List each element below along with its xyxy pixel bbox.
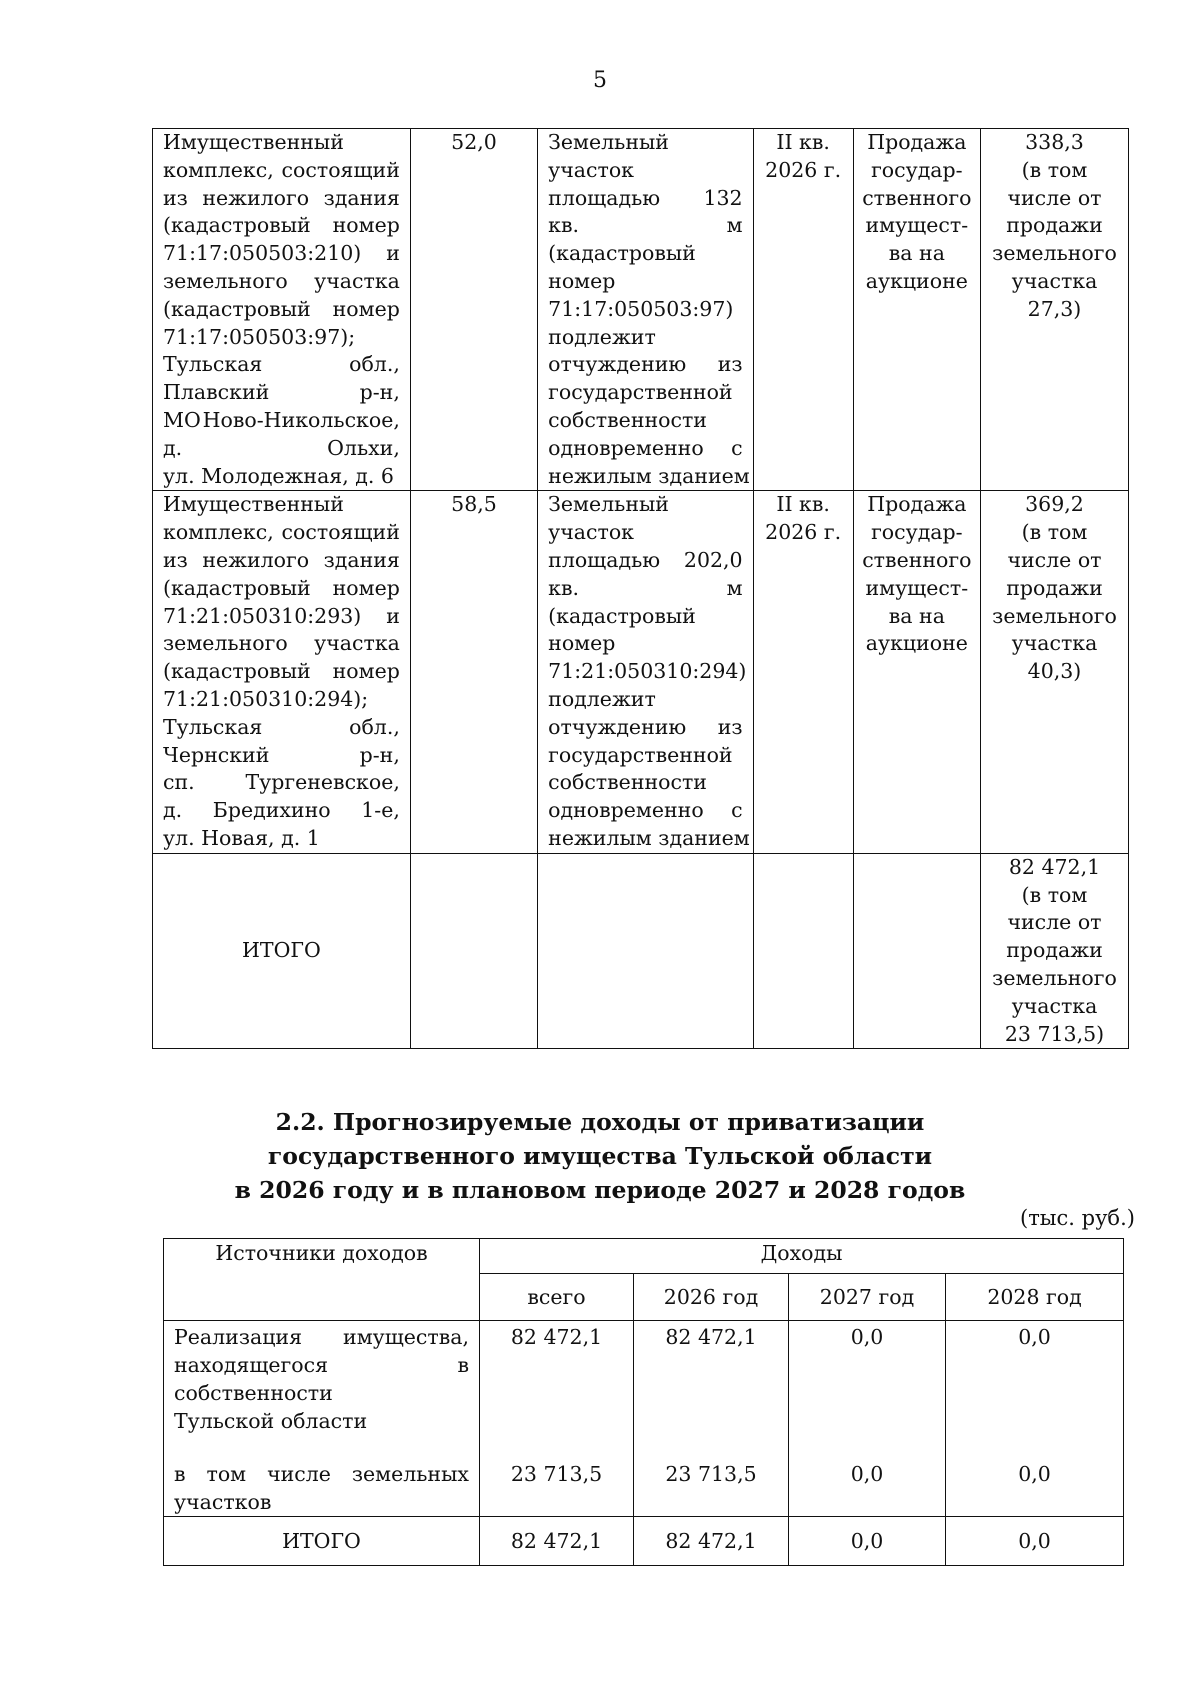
expected-income (980, 129, 1128, 491)
empty-cell (538, 853, 753, 1049)
text-line: 71:21:050310:294) (548, 659, 747, 684)
text-line: 23 713,5) (1004, 1021, 1105, 1046)
text-line: номер (548, 631, 616, 656)
column-header-total: всего (480, 1274, 634, 1321)
text-line: (кадастровый номер (163, 659, 400, 684)
text-line: Земельный (548, 130, 669, 154)
text-line: Тульская обл., (163, 352, 400, 377)
text-line: числе от (1007, 547, 1102, 572)
total-label: ИТОГО (153, 853, 411, 1049)
text-line: 82 472,1 (1008, 854, 1101, 879)
title-line: 2.2. Прогнозируемые доходы от приватизации (275, 1108, 925, 1136)
text-line: нежилым зданием (548, 463, 750, 488)
income-total-2026: 82 472,1 (634, 1517, 789, 1566)
table-row (153, 129, 1129, 491)
text-line: Тульской области (174, 1409, 368, 1433)
text-line: участок (548, 157, 634, 182)
header-sources: Источники доходов (164, 1239, 480, 1321)
text-line: ул. Новая, д. 1 (163, 825, 320, 850)
text-line: Чернский р-н, (163, 742, 400, 767)
text-line: сп. Тургеневское, (163, 770, 400, 795)
income-total-cell (480, 1321, 634, 1517)
text-line: (кадастровый номер (163, 575, 400, 600)
income-2028-cell (946, 1321, 1124, 1517)
text-line: 2026 г. (765, 520, 842, 545)
text-line: участков (174, 1490, 272, 1514)
object-description (153, 491, 411, 853)
table-row (153, 491, 1129, 853)
income-source (164, 1321, 480, 1517)
title-line: государственного имущества Тульской области (267, 1142, 933, 1170)
text-line: числе от (1007, 910, 1102, 935)
text-line: Продажа (867, 130, 967, 154)
text-line: комплекс, состоящий (163, 520, 400, 545)
text-line: земельного (992, 603, 1117, 628)
text-line: д. Ольхи, (163, 435, 400, 460)
text-line: продажи (1006, 213, 1103, 238)
text-line: 71:17:050503:97) (548, 296, 734, 321)
text-line: государ- (871, 157, 963, 182)
income-source-main (174, 1323, 469, 1435)
income-table (163, 1238, 1124, 1566)
text-line: участка (1011, 631, 1098, 656)
text-line: государственной (548, 380, 733, 405)
text-line: подлежит (548, 324, 656, 349)
text-line: ва на (888, 241, 945, 266)
text-line: 27,3) (1027, 296, 1082, 321)
text-line: собственности (548, 770, 707, 795)
empty-cell (853, 853, 980, 1049)
text-line: аукционе (865, 268, 968, 293)
text-line: аукционе (865, 631, 968, 656)
text-line: 369,2 (1025, 492, 1084, 517)
total-row (153, 853, 1129, 1049)
text-line: площадью 132 (548, 185, 743, 210)
text-line: Имущественный (163, 492, 344, 517)
text-line: имущест- (865, 213, 969, 238)
header-row (164, 1239, 1124, 1274)
text-line: 71:17:050503:97); (163, 324, 356, 349)
land-plot-description (538, 129, 753, 491)
text-line: участка (1011, 993, 1098, 1018)
text-line: площадью 202,0 (548, 547, 743, 572)
text-line: ул. Молодежная, д. 6 (163, 463, 394, 488)
text-line: в том числе земельных (174, 1462, 469, 1486)
text-line: II кв. (776, 492, 830, 517)
income-total-value: 82 472,1 (480, 1517, 634, 1566)
text-line: ственного (862, 185, 972, 210)
text-line: (в том (1021, 882, 1088, 907)
text-line: земельного участка (163, 631, 400, 656)
text-line: одновременно с (548, 435, 743, 460)
column-header-2026: 2026 год (634, 1274, 789, 1321)
income-value: 0,0 (1018, 1462, 1051, 1486)
text-line: участок (548, 520, 634, 545)
income-value: 0,0 (850, 1325, 884, 1349)
income-2027-cell (789, 1321, 946, 1517)
text-line: земельного (992, 241, 1117, 266)
text-line: 40,3) (1027, 659, 1082, 684)
text-line: 71:21:050310:294); (163, 686, 369, 711)
text-line: нежилым зданием (548, 825, 750, 850)
area-value: 52,0 (410, 129, 537, 491)
land-plot-description (538, 491, 753, 853)
text-line: подлежит (548, 686, 656, 711)
text-line: Плавский р-н, (163, 380, 400, 405)
text-line: д. Бредихино 1-е, (163, 798, 400, 823)
text-line: числе от (1007, 185, 1102, 210)
text-line: собственности (174, 1381, 333, 1405)
income-source-sub (174, 1460, 469, 1516)
text-line: (кадастровый (548, 603, 696, 628)
privatization-period (753, 129, 853, 491)
income-value: 82 472,1 (665, 1325, 757, 1349)
property-table (152, 128, 1129, 1049)
text-line: (в том (1021, 157, 1088, 182)
column-header-2028: 2028 год (946, 1274, 1124, 1321)
text-line: находящегося в (174, 1353, 469, 1377)
text-line: 71:17:050503:210) и (163, 241, 400, 266)
text-line: 71:21:050310:293) и (163, 603, 400, 628)
income-value: 82 472,1 (510, 1325, 603, 1349)
area-value: 58,5 (410, 491, 537, 853)
title-line: в 2026 году и в плановом периоде 2027 и 2028 годов (234, 1176, 966, 1204)
text-line: государственной (548, 742, 733, 767)
text-line: отчуждению из (548, 352, 743, 377)
text-line: Тульская обл., (163, 714, 400, 739)
text-line: участка (1011, 268, 1098, 293)
income-total-2028: 0,0 (946, 1517, 1124, 1566)
text-line: ственного (862, 547, 972, 572)
text-line: 2026 г. (765, 157, 842, 182)
section-title (0, 1105, 1200, 1207)
empty-cell (753, 853, 853, 1049)
text-line: (кадастровый (548, 241, 696, 266)
text-line: номер (548, 268, 616, 293)
income-2026-cell (634, 1321, 789, 1517)
privatization-method (853, 491, 980, 853)
expected-income (980, 491, 1128, 853)
income-value: 0,0 (1018, 1325, 1051, 1349)
object-description (153, 129, 411, 491)
privatization-period (753, 491, 853, 853)
text-line: II кв. (776, 130, 830, 154)
income-value: 23 713,5 (510, 1462, 603, 1486)
header-income: Доходы (480, 1239, 1124, 1274)
text-line: МО Ново-Никольское, (163, 407, 400, 432)
text-line: собственности (548, 407, 707, 432)
text-line: земельного участка (163, 268, 400, 293)
text-line: Имущественный (163, 130, 344, 154)
text-line: кв. м (548, 213, 743, 238)
page-number: 5 (593, 68, 607, 93)
income-total-label: ИТОГО (164, 1517, 480, 1566)
text-line: (в том (1021, 520, 1088, 545)
income-value: 0,0 (850, 1462, 884, 1486)
column-header-2027: 2027 год (789, 1274, 946, 1321)
text-line: продажи (1006, 575, 1103, 600)
income-value: 23 713,5 (665, 1462, 757, 1486)
text-line: (кадастровый номер (163, 213, 400, 238)
text-line: из нежилого здания (163, 547, 400, 572)
unit-label: (тыс. руб.) (1020, 1206, 1135, 1230)
empty-cell (410, 853, 537, 1049)
text-line: 338,3 (1025, 130, 1084, 154)
text-line: земельного (992, 965, 1117, 990)
text-line: Реализация имущества, (174, 1325, 469, 1349)
text-line: Земельный (548, 492, 669, 517)
text-line: продажи (1006, 938, 1103, 963)
text-line: одновременно с (548, 798, 743, 823)
income-total-2027: 0,0 (789, 1517, 946, 1566)
text-line: из нежилого здания (163, 185, 400, 210)
text-line: государ- (871, 520, 963, 545)
text-line: (кадастровый номер (163, 296, 400, 321)
total-income (980, 853, 1128, 1049)
text-line: ва на (888, 603, 945, 628)
text-line: отчуждению из (548, 714, 743, 739)
text-line: Продажа (867, 492, 967, 517)
text-line: имущест- (865, 575, 969, 600)
privatization-method (853, 129, 980, 491)
total-row (164, 1517, 1124, 1566)
table-row (164, 1321, 1124, 1517)
text-line: комплекс, состоящий (163, 157, 400, 182)
text-line: кв. м (548, 575, 743, 600)
